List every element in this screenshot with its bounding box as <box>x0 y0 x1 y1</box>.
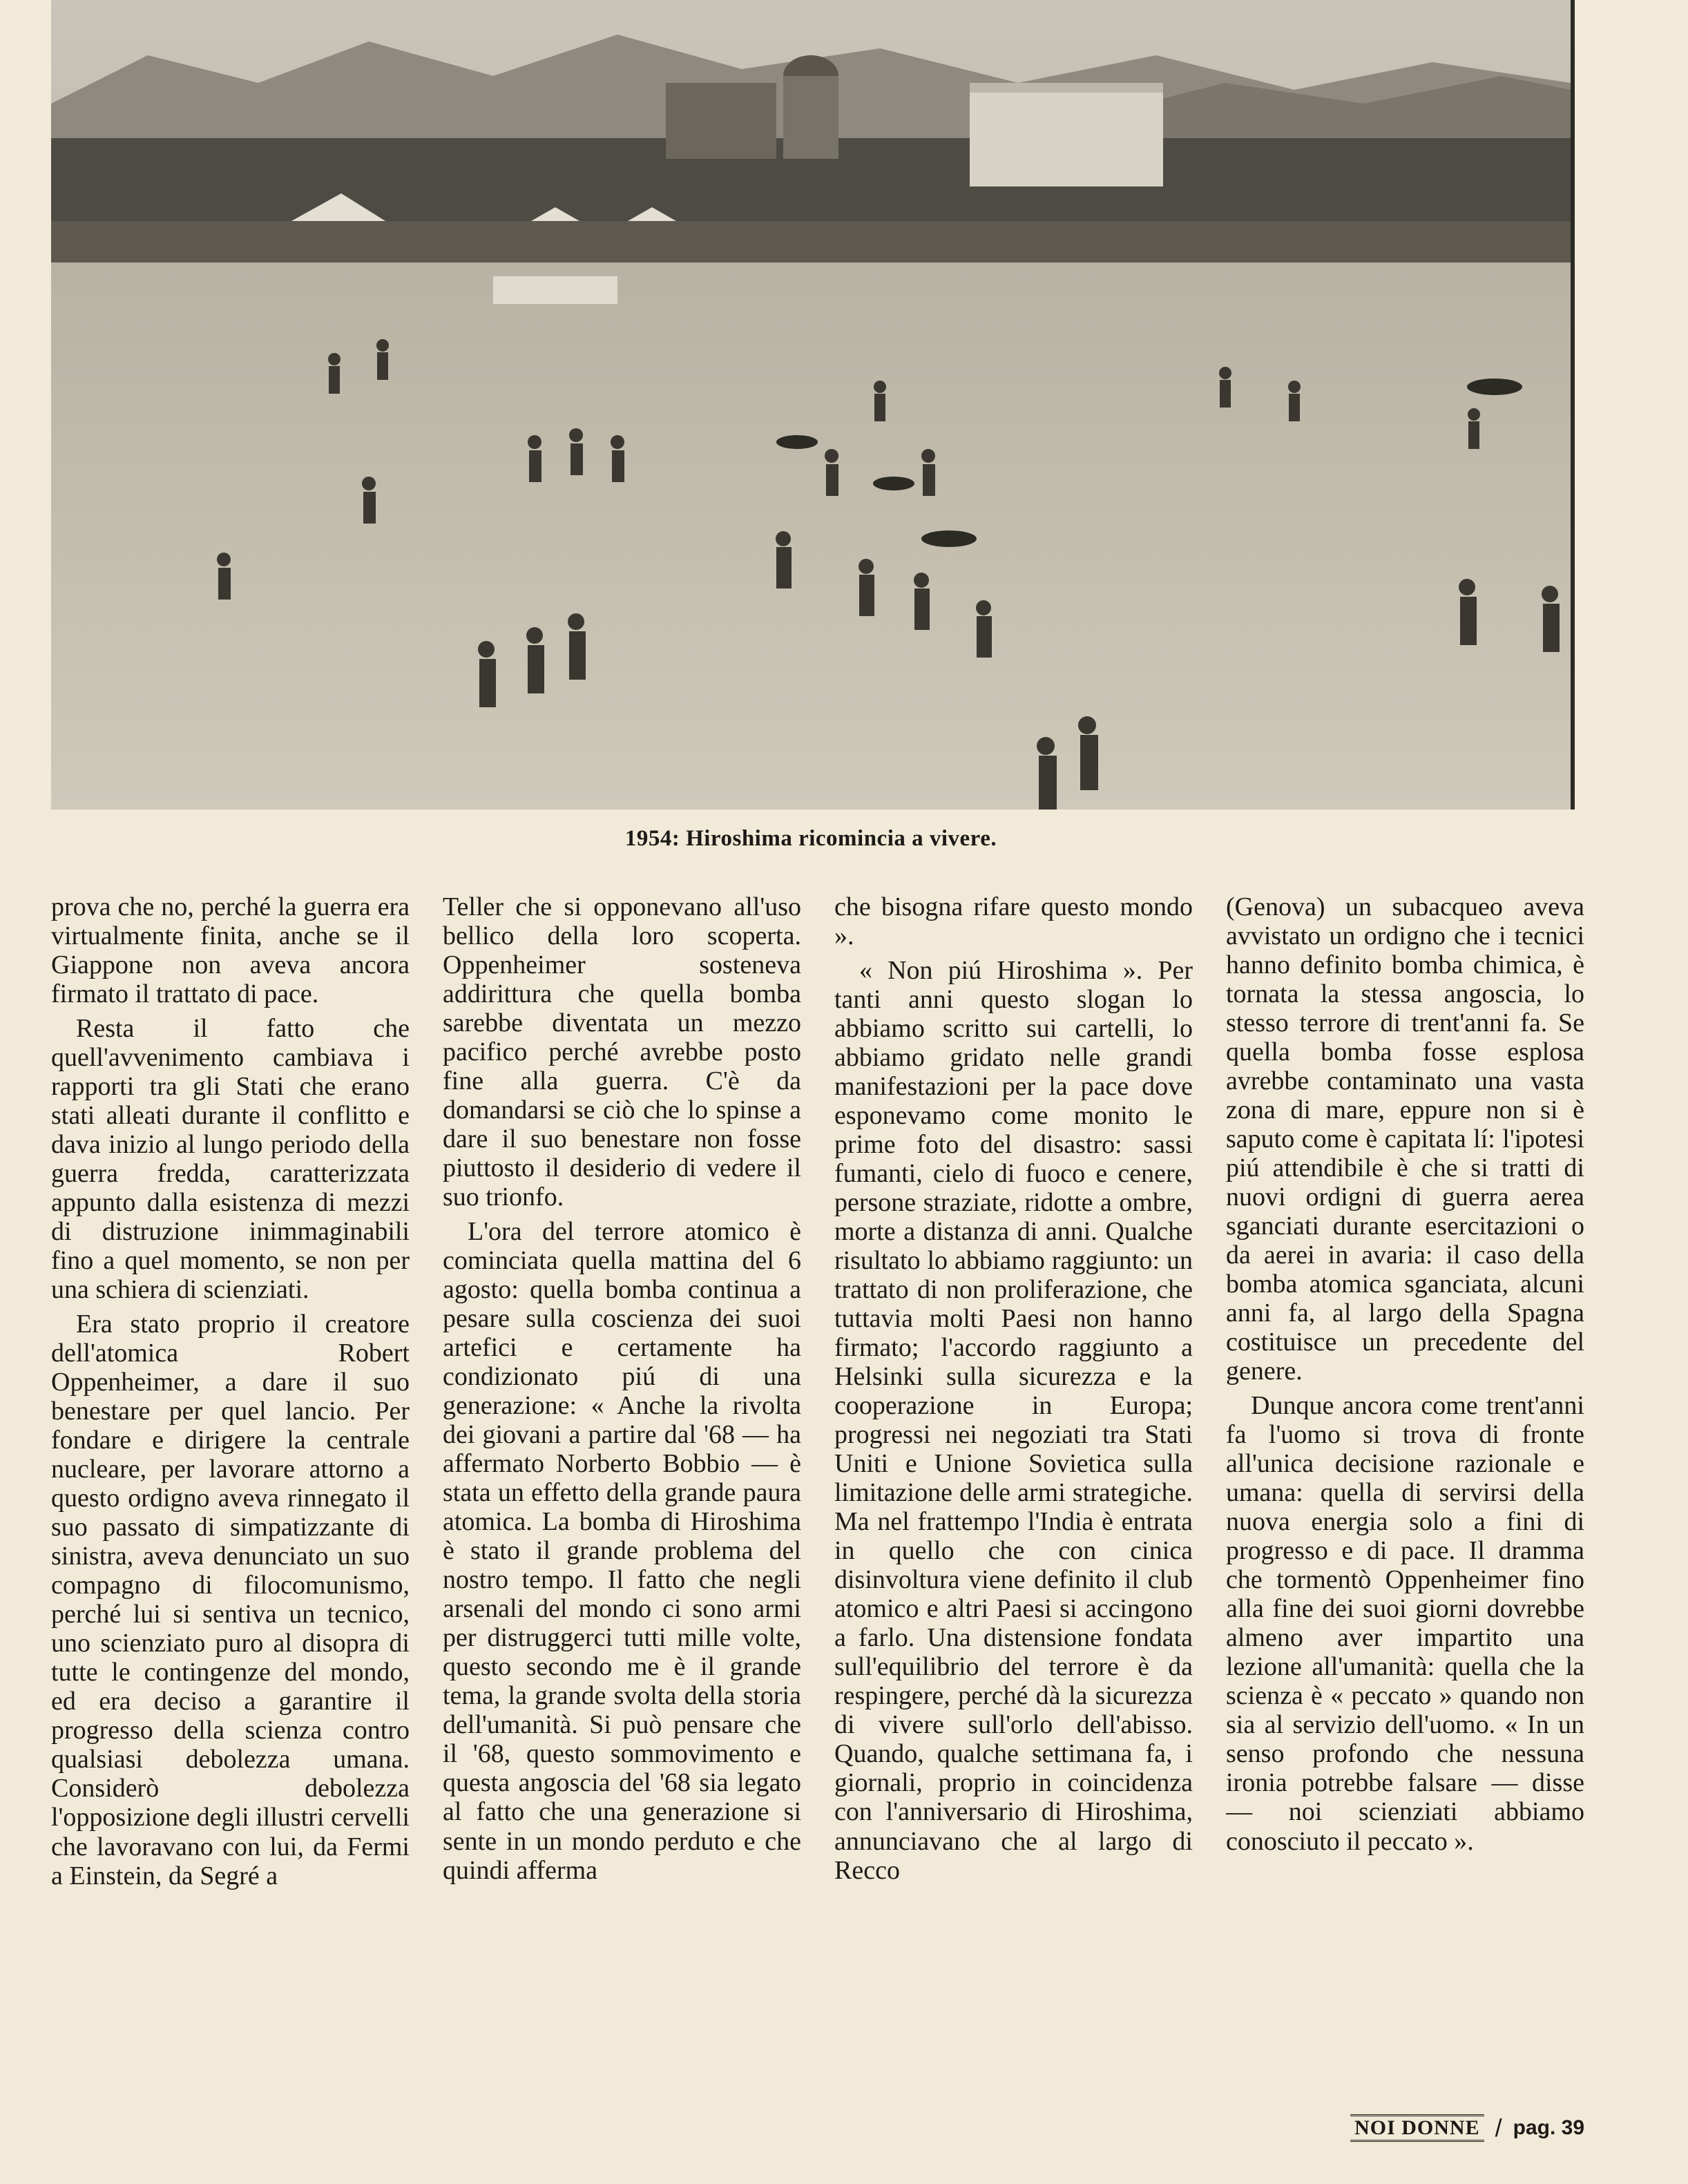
article-column-3 <box>834 892 1193 2039</box>
article-columns <box>51 892 1584 2039</box>
magazine-logo: NOI DONNE <box>1350 2114 1484 2142</box>
hiroshima-1954-photo <box>51 0 1575 810</box>
article-column-2 <box>443 892 801 2039</box>
photo-illustration <box>51 0 1571 810</box>
photo-caption: 1954: Hiroshima ricomincia a vivere. <box>624 826 997 851</box>
paragraph: (Genova) un subacqueo aveva avvistato un ordigno che i tecnici hanno definito bomba chimica, è tornata la stessa angoscia, lo stesso terrore di trent'anni fa. Se quella bomba fosse esplosa avrebbe contaminato una vasta zona di mare, eppure non si è saputo come è capitata lí: l'ipotesi piú attendibile è che si tratti di nuovi ordigni di guerra aerea sganciati durante esercitazioni o da aerei in avaria: il caso della bomba atomica sganciata, alcuni anni fa, al largo della Spagna costituisce un precedente del genere. <box>1226 892 1584 1386</box>
paragraph: che bisogna rifare questo mondo ». <box>834 892 1193 951</box>
paragraph: prova che no, perché la guerra era virtualmente finita, anche se il Giappone non aveva ancora firmato il trattato di pace. <box>51 892 410 1009</box>
paragraph: Resta il fatto che quell'avvenimento cambiava i rapporti tra gli Stati che erano stati alleati durante il conflitto e dava inizio al lungo periodo della guerra fredda, caratterizzata appunto dalla esistenza di mezzi di distruzione inimmaginabili fino a quel momento, se non per una schiera di scienziati. <box>51 1014 410 1305</box>
paragraph: « Non piú Hiroshima ». Per tanti anni questo slogan lo abbiamo scritto sui cartelli, lo abbiamo gridato nelle grandi manifestazioni per la pace dove esponevamo come monito le prime foto del disastro: sassi fumanti, cielo di fuoco e cenere, persone straziate, ridotte a ombre, morte a distanza di anni. Qualche risultato lo abbiamo raggiunto: un trattato di non proliferazione, che tuttavia molti Paesi non hanno firmato; l'accordo raggiunto a Helsinki sulla sicurezza e la cooperazione in Europa; progressi nei negoziati tra Stati Uniti e Unione Sovietica sulla limitazione delle armi strategiche. Ma nel frattempo l'India è entrata in quello che con cinica disinvoltura viene definito il club atomico e altri Paesi si accingono a farlo. Una distensione fondata sull'equilibrio del terrore è da respingere, perché dà la sicurezza di vivere sull'orlo dell'abisso. Quando, qualche settimana fa, i giornali, proprio in coincidenza con l'anniversario di Hiroshima, annunciavano che al largo di Recco <box>834 956 1193 1885</box>
article-column-4 <box>1226 892 1584 2039</box>
paragraph: L'ora del terrore atomico è cominciata quella mattina del 6 agosto: quella bomba continua a pesare sulla coscienza dei suoi artefici e certamente ha condizionato piú di una generazione: « Anche la rivolta dei giovani a partire dal '68 — ha affermato Norberto Bobbio — è stata un effetto della grande paura atomica. La bomba di Hiroshima è stato il grande problema del nostro tempo. Il fatto che negli arsenali del mondo ci sono armi per distruggerci tutti mille volte, questo secondo me è il grande tema, la grande svolta della storia dell'umanità. Si può pensare che il '68, questo sommovimento e questa angoscia del '68 sia legato al fatto che una generazione si sente in un mondo perduto e che quindi afferma <box>443 1217 801 1885</box>
footer-separator: / <box>1495 2114 1502 2142</box>
page-footer <box>1350 2114 1584 2143</box>
paragraph: Era stato proprio il creatore dell'atomica Robert Oppenheimer, a dare il suo benestare per quel lancio. Per fondare e dirigere la centrale nucleare, per lavorare attorno a questo ordigno aveva rinnegato il suo passato di simpatizzante di sinistra, aveva denunciato un suo compagno di filocomunismo, perché lui si sentiva un tecnico, uno scienziato puro al disopra di tutte le contingenze del mondo, ed era deciso a garantire il progresso della scienza contro qualsiasi debolezza umana. Considerò debolezza l'opposizione degli illustri cervelli che lavoravano con lui, da Fermi a Einstein, da Segré a <box>51 1310 410 1890</box>
page-number: pag. 39 <box>1513 2116 1584 2139</box>
paragraph: Dunque ancora come trent'anni fa l'uomo si trova di fronte all'unica decisione razionale e umana: quella di servirsi della nuova energia solo a fini di progresso e di pace. Il dramma che tormentò Oppenheimer fino alla fine dei suoi giorni dovrebbe almeno aver impartito una lezione all'umanità: quella che la scienza è « peccato » quando non sia al servizio dell'uomo. « In un senso profondo che nessuna ironia potrebbe falsare — disse — noi scienziati abbiamo conosciuto il peccato ». <box>1226 1391 1584 1856</box>
paragraph: Teller che si opponevano all'uso bellico della loro scoperta. Oppenheimer sosteneva addirittura che quella bomba sarebbe diventata un mezzo pacifico perché avrebbe posto fine alla guerra. C'è da domandarsi se ciò che lo spinse a dare il suo benestare non fosse piuttosto il desiderio di vedere il suo trionfo. <box>443 892 801 1212</box>
article-column-1 <box>51 892 410 2039</box>
